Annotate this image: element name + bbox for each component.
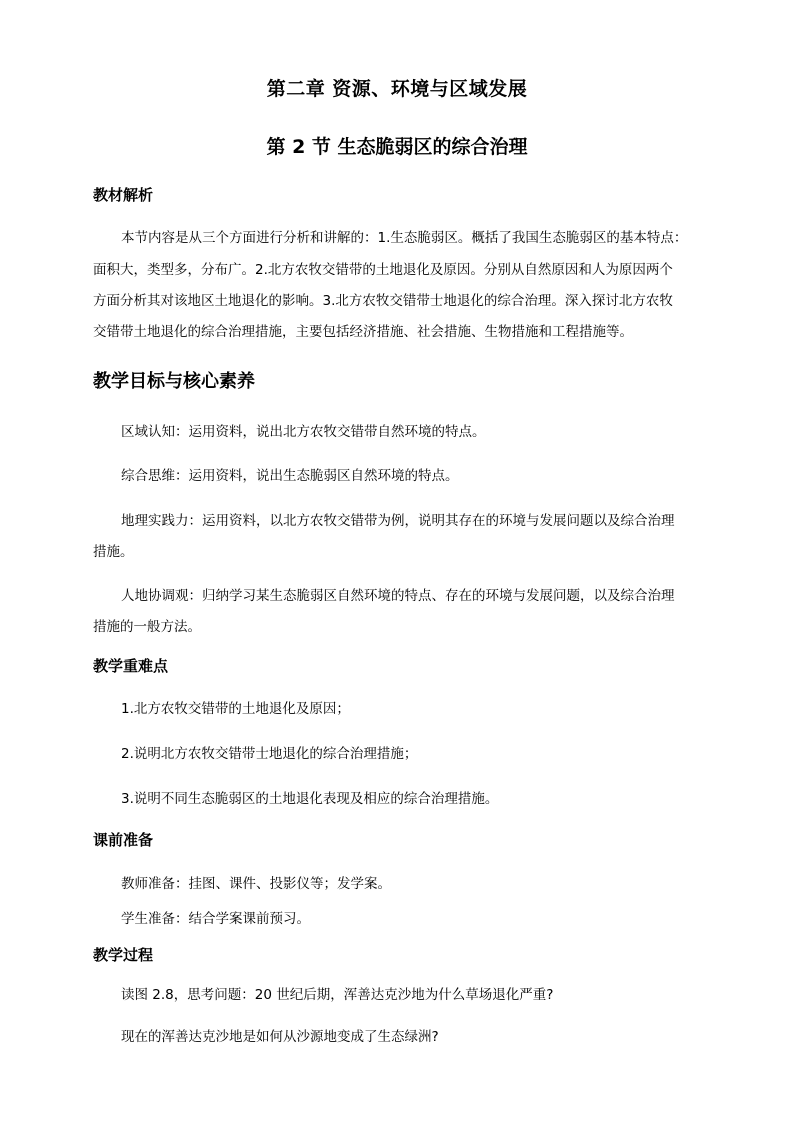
preparation-heading: 课前准备 [93,831,154,849]
analysis-heading: 教材解析 [93,186,154,204]
analysis-line: 交错带土地退化的综合治理措施，主要包括经济措施、社会措施、生物措施和工程措施等。 [93,324,633,340]
section-title: 第 2 节 生态脆弱区的综合治理 [266,136,528,158]
preparation-item: 学生准备：结合学案课前预习。 [121,911,310,927]
preparation-item: 教师准备：挂图、课件、投影仪等；发学案。 [121,876,391,892]
objective-item: 措施。 [93,544,134,560]
objective-item: 人地协调观：归纳学习某生态脆弱区自然环境的特点、存在的环境与发展问题，以及综合治理 [121,588,675,604]
process-item: 现在的浑善达克沙地是如何从沙源地变成了生态绿洲? [121,1029,439,1045]
analysis-line: 方面分析其对该地区土地退化的影响。3.北方农牧交错带士地退化的综合治理。深入探讨北方农牧 [93,293,673,309]
process-heading: 教学过程 [93,946,154,964]
key-point-item: 2.说明北方农牧交错带士地退化的综合治理措施； [121,746,418,762]
objective-item: 区域认知：运用资料，说出北方农牧交错带自然环境的特点。 [121,424,486,440]
key-point-item: 1.北方农牧交错带的土地退化及原因； [121,701,350,717]
key-points-heading: 教学重难点 [93,657,169,675]
objective-item: 地理实践力：运用资料，以北方农牧交错带为例，说明其存在的环境与发展问题以及综合治理 [121,513,675,529]
objective-item: 综合思维：运用资料，说出生态脆弱区自然环境的特点。 [121,468,459,484]
chapter-title: 第二章 资源、环境与区域发展 [266,78,528,100]
process-item: 读图 2.8，思考问题：20 世纪后期，浑善达克沙地为什么草场退化严重? [121,987,554,1003]
key-point-item: 3.说明不同生态脆弱区的土地退化表现及相应的综合治理措施。 [121,791,499,807]
objectives-heading: 教学目标与核心素养 [93,371,255,392]
analysis-line: 本节内容是从三个方面进行分析和讲解的：1.生态脆弱区。概括了我国生态脆弱区的基本特点： [121,230,688,246]
analysis-line: 面积大，类型多，分布广。2.北方农牧交错带的土地退化及原因。分别从自然原因和人为原因两个 [93,262,673,278]
objective-item: 措施的一般方法。 [93,619,201,635]
